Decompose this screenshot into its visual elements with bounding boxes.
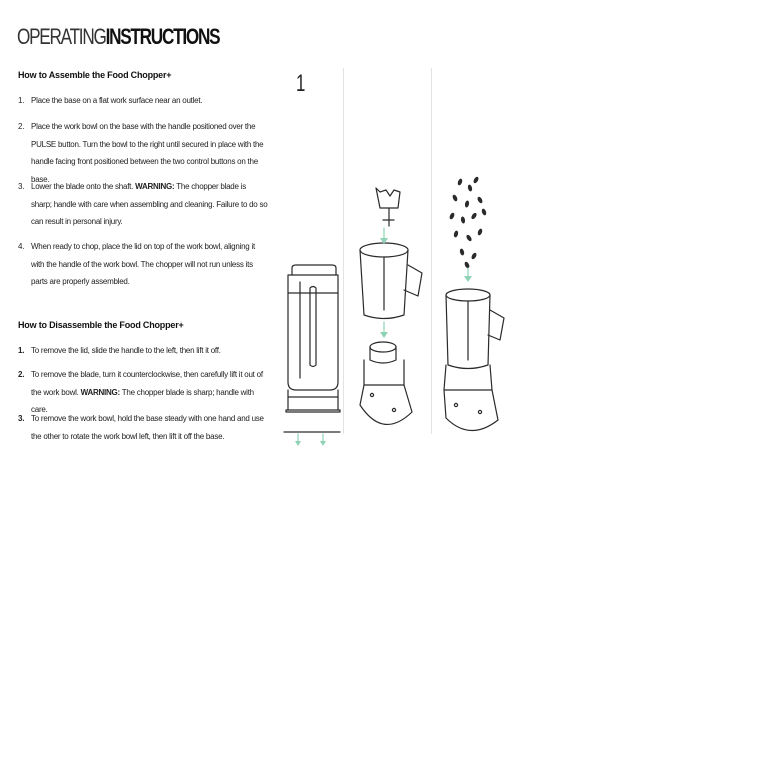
step-number: 1. [18,96,25,105]
step-text: To remove the work bowl, hold the base steady with one hand and use the other to rotate the work bowl left, then lift it off the base. [31,414,264,441]
chopper-side-view-illustration [284,265,340,432]
base-illustration [360,342,412,424]
assembled-chopper-illustration [444,289,504,431]
step-text: Place the work bowl on the base with the handle positioned over the PULSE button. Turn the bowl to the right until secured in place with the handle facing front positioned between the two control buttons on the base. [31,122,264,184]
work-bowl-illustration [360,243,422,319]
placement-arrow-icon [295,434,326,446]
placement-arrow-icon [464,268,472,282]
step-number: 3. [18,414,25,423]
disassemble-step-1 [18,342,268,360]
food-pieces-illustration [449,176,487,269]
step-text: When ready to chop, place the lid on top of the work bowl, aligning it with the handle of the work bowl. The chopper will not run unless its parts are properly assembled. [31,242,255,286]
warning-label: WARNING: [80,387,120,397]
step-text-post: The chopper blade is sharp; handle with care when assembling and cleaning. Failure to do so can result in personal injury. [31,182,268,226]
assemble-step-1 [18,92,268,110]
warning-label: WARNING: [135,182,175,191]
step-number: 1. [18,346,25,355]
page-title-light: OPERATING [17,24,106,49]
disassemble-step-3 [18,410,268,445]
assemble-heading: How to Assemble the Food Chopper+ [18,70,172,80]
step-text-post: The chopper blade is sharp; handle with care. [31,387,254,414]
illustration-step-number: 1 [296,70,306,97]
step-text [18,178,268,231]
disassemble-heading: How to Disassemble the Food Chopper+ [18,320,184,330]
step-text-pre: To remove the blade, turn it counterclockwise, then carefully lift it out of the work bowl. [31,370,263,397]
blade-illustration [376,188,400,226]
step-number: 4. [18,242,25,251]
page-title [17,24,219,50]
step-number: 2. [18,122,25,131]
step-number: 3. [18,182,25,191]
assemble-step-4 [18,238,268,291]
step-text: Place the base on a flat work surface near an outlet. [31,96,203,105]
step-number: 2. [18,370,25,379]
assemble-step-3 [18,178,268,231]
step-text: To remove the lid, slide the handle to the left, then lift it off. [31,346,221,355]
step-text-pre: Lower the blade onto the shaft. [31,182,136,191]
page-title-bold: INSTRUCTIONS [105,24,220,49]
assembly-illustrations [270,60,510,452]
